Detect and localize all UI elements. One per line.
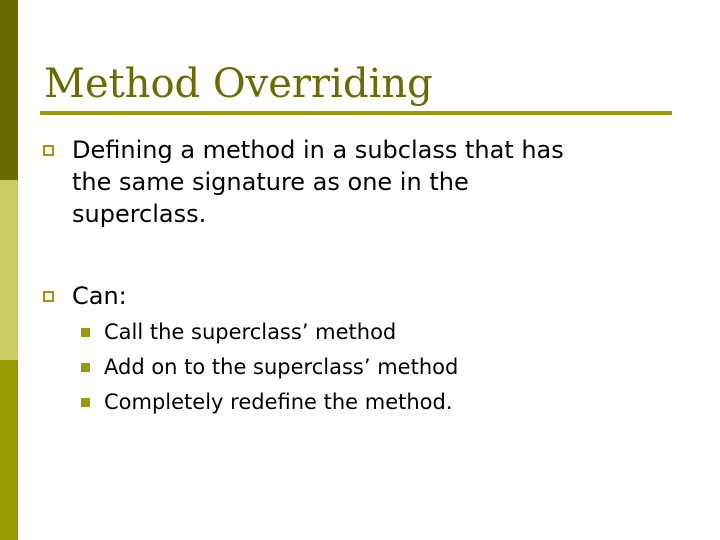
slide-title: Method Overriding bbox=[44, 61, 433, 107]
hollow-square-bullet-icon bbox=[43, 291, 54, 302]
sub-item-1: Call the superclass’ method bbox=[104, 320, 397, 344]
side-stripe-top bbox=[0, 0, 18, 180]
side-stripe-middle bbox=[0, 180, 18, 360]
hollow-square-bullet-icon bbox=[43, 145, 54, 156]
sub-item-2: Add on to the superclass’ method bbox=[104, 355, 459, 379]
side-stripe-bottom bbox=[0, 360, 18, 540]
bullet-1-line-3: superclass. bbox=[72, 200, 207, 228]
title-underline bbox=[40, 111, 672, 115]
filled-square-bullet-icon bbox=[81, 398, 90, 407]
filled-square-bullet-icon bbox=[81, 328, 90, 337]
sub-item-3: Completely redefine the method. bbox=[104, 390, 453, 414]
filled-square-bullet-icon bbox=[81, 363, 90, 372]
bullet-1-line-1: Defining a method in a subclass that has bbox=[72, 136, 564, 164]
bullet-2-text: Can: bbox=[72, 282, 127, 310]
bullet-1-line-2: the same signature as one in the bbox=[72, 168, 469, 196]
